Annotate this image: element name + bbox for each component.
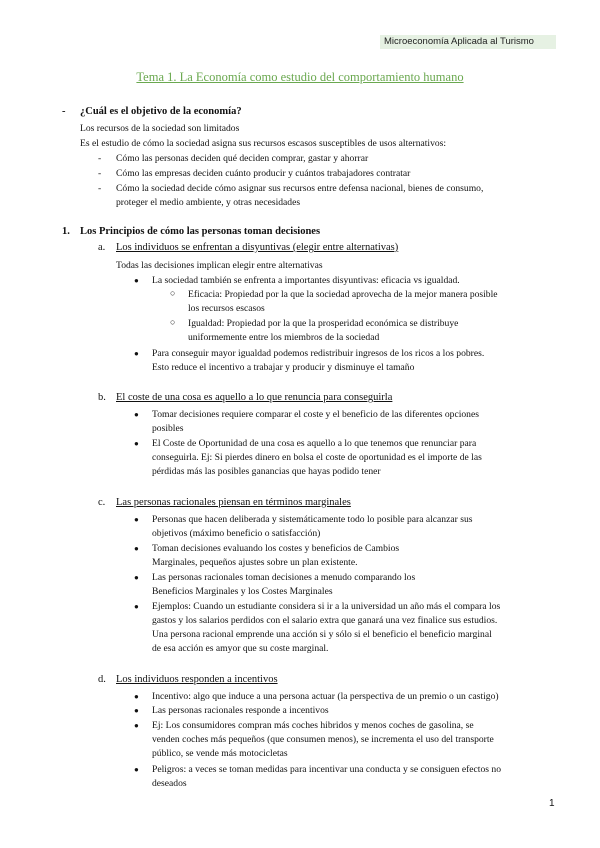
bullet-text: Toman decisiones evaluando los costes y beneficios de Cambios xyxy=(152,543,400,554)
bullet-text: El Coste de Oportunidad de una cosa es aquello a lo que tenemos que renunciar para xyxy=(152,438,477,449)
bullet-text: Personas que hacen deliberada y sistemáticamente todo lo posible para alcanzar sus xyxy=(152,514,473,525)
bullet-text: Una persona racional emprende una acción si y sólo si el beneficio el beneficio marginal xyxy=(152,629,492,640)
bullet-text: objetivos (máximo beneficio o satisfacción) xyxy=(152,528,321,539)
bullet-text: Peligros: a veces se toman medidas para incentivar una conducta y se consiguen efectos no xyxy=(152,764,501,775)
subsection-letter: d. xyxy=(98,674,106,685)
page-number: 1 xyxy=(549,798,555,809)
bullet-icon: ● xyxy=(134,573,139,582)
subsection-heading: Las personas racionales piensan en términos marginales xyxy=(116,497,351,508)
circle-bullet-icon: ○ xyxy=(170,317,176,327)
intro-item-dash: - xyxy=(98,183,102,194)
intro-line-1: Los recursos de la sociedad son limitados xyxy=(80,123,240,134)
subsection-letter: a. xyxy=(98,242,106,253)
sub-bullet-text: Eficacia: Propiedad por la que la sociedad aprovecha de la mejor manera posible xyxy=(188,289,498,300)
intro-question: ¿Cuál es el objetivo de la economía? xyxy=(80,106,242,117)
document-header-tag: Microeconomía Aplicada al Turismo xyxy=(380,35,556,49)
bullet-text: Ej: Los consumidores compran más coches hibridos y menos coches de gasolina, se xyxy=(152,720,474,731)
intro-item: Cómo la sociedad decide cómo asignar sus recursos entre defensa nacional, bienes de consumo, xyxy=(116,183,484,194)
bullet-text: Marginales, pequeños ajustes sobre un plan existente. xyxy=(152,557,358,568)
intro-item-dash: - xyxy=(98,153,102,164)
bullet-icon: ● xyxy=(134,276,139,285)
bullet-icon: ● xyxy=(134,602,139,611)
intro-item-continuation: proteger el medio ambiente, y otras necesidades xyxy=(116,197,301,208)
sub-bullet-text: los recursos escasos xyxy=(188,303,265,314)
intro-dash: - xyxy=(62,106,66,117)
subsection-heading: Los individuos responden a incentivos xyxy=(116,674,278,685)
subsection-letter: b. xyxy=(98,392,106,403)
intro-line-2: Es el estudio de cómo la sociedad asigna sus recursos escasos susceptibles de usos alternativos: xyxy=(80,138,447,149)
bullet-icon: ● xyxy=(134,721,139,730)
bullet-text: pérdidas más las posibles ganancias que hayas podido tener xyxy=(152,466,381,477)
section-number: 1. xyxy=(62,226,70,237)
intro-item-dash: - xyxy=(98,168,102,179)
page-title: Tema 1. La Economía como estudio del comportamiento humano xyxy=(136,70,464,84)
sub-bullet-text: Igualdad: Propiedad por la que la prosperidad económica se distribuye xyxy=(188,318,459,329)
bullet-text: gastos y los salarios perdidos con el salario extra que ganará una vez finalice sus estudios. xyxy=(152,615,498,626)
subsection-letter: c. xyxy=(98,497,106,508)
bullet-text: Las personas racionales responde a incentivos xyxy=(152,705,329,716)
bullet-text: Incentivo: algo que induce a una persona actuar (la perspectiva de un premio o un castigo) xyxy=(152,691,499,702)
bullet-icon: ● xyxy=(134,410,139,419)
bullet-icon: ● xyxy=(134,515,139,524)
bullet-text: Las personas racionales toman decisiones a menudo comparando los xyxy=(152,572,416,583)
subsection-intro: Todas las decisiones implican elegir entre alternativas xyxy=(116,260,323,271)
bullet-icon: ● xyxy=(134,544,139,553)
bullet-text: Para conseguir mayor igualdad podemos redistribuir ingresos de los ricos a los pobres. xyxy=(152,348,485,359)
bullet-text: público, se vende más motocicletas xyxy=(152,748,288,759)
subsection-heading: El coste de una cosa es aquello a lo que renuncia para conseguirla xyxy=(116,392,393,403)
intro-item: Cómo las personas deciden qué deciden comprar, gastar y ahorrar xyxy=(116,153,369,164)
intro-item: Cómo las empresas deciden cuánto producir y cuántos trabajadores contratar xyxy=(116,168,411,179)
subsection-heading: Los individuos se enfrentan a disyuntivas (elegir entre alternativas) xyxy=(116,242,399,253)
bullet-text: Esto reduce el incentivo a trabajar y producir y disminuye el tamaño xyxy=(152,362,415,373)
bullet-icon: ● xyxy=(134,349,139,358)
bullet-text: Tomar decisiones requiere comparar el coste y el beneficio de las diferentes opciones xyxy=(152,409,479,420)
bullet-text: La sociedad también se enfrenta a importantes disyuntivas: eficacia vs igualdad. xyxy=(152,275,460,286)
bullet-icon: ● xyxy=(134,765,139,774)
bullet-icon: ● xyxy=(134,692,139,701)
bullet-text: deseados xyxy=(152,778,187,789)
section-title: Los Principios de cómo las personas toman decisiones xyxy=(80,226,321,237)
bullet-text: venden coches más pequeños (que consumen menos), se incrementa el uso del transporte xyxy=(152,734,494,745)
sub-bullet-text: uniformemente entre los miembros de la sociedad xyxy=(188,332,380,343)
bullet-icon: ● xyxy=(134,439,139,448)
circle-bullet-icon: ○ xyxy=(170,288,176,298)
bullet-text: conseguirla. Ej: Si pierdes dinero en bolsa el coste de oportunidad es el importe de las xyxy=(152,452,482,463)
bullet-icon: ● xyxy=(134,706,139,715)
bullet-text: de esa acción es amyor que su coste marginal. xyxy=(152,643,329,654)
bullet-text: posibles xyxy=(152,423,184,434)
bullet-text: Ejemplos: Cuando un estudiante considera si ir a la universidad un año más el compara los xyxy=(152,601,501,612)
bullet-text: Beneficios Marginales y los Costes Marginales xyxy=(152,586,333,597)
